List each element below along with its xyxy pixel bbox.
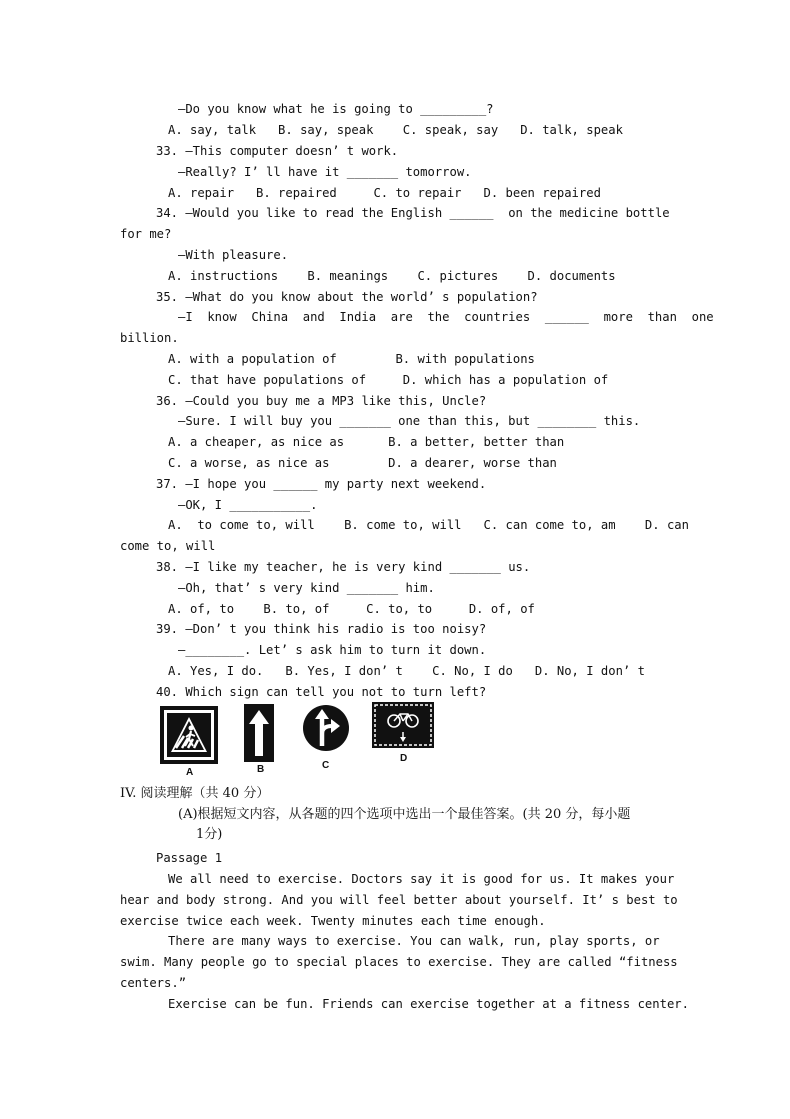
line-q39-options: A. Yes, I do. B. Yes, I don’ t C. No, I do D. No, I don’ t bbox=[168, 664, 645, 678]
line-q38-reply: —Oh, that’ s very kind _______ him. bbox=[178, 581, 435, 595]
section-instruction: (A)根据短文内容，从各题的四个选项中选出一个最佳答案。(共 20 分，每小题 bbox=[178, 807, 631, 822]
line-q36-options-cd: C. a worse, as nice as D. a dearer, worse than bbox=[168, 456, 557, 470]
line-q34-cont: for me? bbox=[120, 227, 172, 241]
line-q35: 35. —What do you know about the world’ s population? bbox=[156, 290, 538, 304]
line-q38: 38. —I like my teacher, he is very kind _______ us. bbox=[156, 560, 531, 574]
line-q37-options-cont: come to, will bbox=[120, 539, 216, 553]
passage-line-5: swim. Many people go to special places to exercise. They are called “fitness bbox=[120, 955, 678, 969]
line-q33-reply: —Really? I’ ll have it _______ tomorrow. bbox=[178, 165, 472, 179]
line-q39: 39. —Don’ t you think his radio is too noisy? bbox=[156, 622, 487, 636]
sign-label-b: B bbox=[257, 764, 265, 775]
line-q32-options: A. say, talk B. say, speak C. speak, say D. talk, speak bbox=[168, 123, 623, 137]
line-q37: 37. —I hope you ______ my party next weekend. bbox=[156, 477, 487, 491]
line-q35-options-ab: A. with a population of B. with populations bbox=[168, 352, 535, 366]
passage-line-3: exercise twice each week. Twenty minutes each time enough. bbox=[120, 914, 546, 928]
line-q37-reply: —OK, I ___________. bbox=[178, 498, 318, 512]
line-q38-options: A. of, to B. to, of C. to, to D. of, of bbox=[168, 602, 535, 616]
straight-arrow-sign-icon bbox=[244, 704, 274, 766]
sign-label-c: C bbox=[322, 760, 330, 771]
passage-line-2: hear and body strong. And you will feel better about yourself. It’ s best to bbox=[120, 893, 678, 907]
pedestrian-crossing-sign-icon bbox=[160, 706, 218, 768]
line-q35-reply: —I know China and India are the countries ______ more than one bbox=[178, 310, 714, 324]
line-q36-options-ab: A. a cheaper, as nice as B. a better, better than bbox=[168, 435, 565, 449]
passage-line-6: centers.” bbox=[120, 976, 187, 990]
line-q39-reply: —________. Let’ s ask him to turn it down. bbox=[178, 643, 487, 657]
line-q33: 33. —This computer doesn’ t work. bbox=[156, 144, 399, 158]
line-q35-cont: billion. bbox=[120, 331, 179, 345]
line-q32: —Do you know what he is going to _________? bbox=[178, 102, 494, 116]
line-q33-options: A. repair B. repaired C. to repair D. been repaired bbox=[168, 186, 601, 200]
line-q37-options: A. to come to, will B. come to, will C. can come to, am D. can bbox=[168, 518, 689, 532]
sign-label-d: D bbox=[400, 753, 408, 764]
straight-or-right-sign-icon bbox=[302, 704, 350, 756]
passage-title: Passage 1 bbox=[156, 851, 223, 865]
passage-line-1: We all need to exercise. Doctors say it is good for us. It makes your bbox=[168, 872, 675, 886]
line-q34: 34. —Would you like to read the English ______ on the medicine bottle bbox=[156, 206, 670, 220]
section-instruction-cont: 1分) bbox=[196, 827, 223, 842]
passage-line-7: Exercise can be fun. Friends can exercise together at a fitness center. bbox=[168, 997, 689, 1011]
section-heading-reading: IV. 阅读理解（共 40 分） bbox=[120, 786, 270, 801]
line-q34-reply: —With pleasure. bbox=[178, 248, 289, 262]
line-q34-options: A. instructions B. meanings C. pictures D. documents bbox=[168, 269, 616, 283]
line-q36-reply: —Sure. I will buy you _______ one than this, but ________ this. bbox=[178, 414, 641, 428]
line-q40: 40. Which sign can tell you not to turn left? bbox=[156, 685, 487, 699]
passage-line-4: There are many ways to exercise. You can walk, run, play sports, or bbox=[168, 934, 660, 948]
line-q35-options-cd: C. that have populations of D. which has a population of bbox=[168, 373, 609, 387]
line-q36: 36. —Could you buy me a MP3 like this, Uncle? bbox=[156, 394, 487, 408]
traffic-signs-figure bbox=[150, 700, 450, 782]
sign-label-a: A bbox=[186, 767, 194, 778]
bicycle-lane-sign-icon bbox=[372, 702, 434, 752]
